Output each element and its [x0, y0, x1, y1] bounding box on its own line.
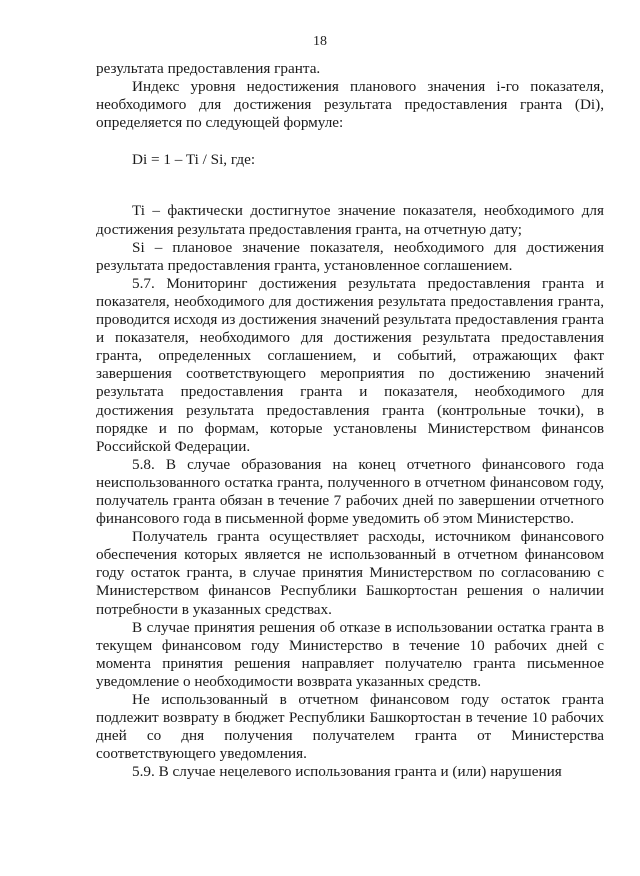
paragraph-return-unused: Не использованный в отчетном финансовом году остаток гранта подлежит возврату в бюджет Республики Башкортостан в течение 10 рабочих дней со дня получения получателем гранта от Министерства соответствующего уведомления. — [96, 691, 604, 763]
spacer — [96, 187, 604, 202]
paragraph-ti-definition: Ti – фактически достигнутое значение показателя, необходимого для достижения результата предоставления гранта, на отчетную дату; — [96, 202, 604, 238]
paragraph-index-definition: Индекс уровня недостижения планового значения i-го показателя, необходимого для достижения результата предоставления гранта (Di), определяется по следующей формуле: — [96, 78, 604, 132]
paragraph-si-definition: Si – плановое значение показателя, необходимого для достижения результата предоставления гранта, установленное соглашением. — [96, 238, 604, 274]
document-body — [96, 60, 604, 781]
paragraph-recipient-expenses: Получатель гранта осуществляет расходы, источником финансового обеспечения которых является не использованный в отчетном финансовом году остаток гранта, в случае принятия Министерством по согласованию с Министерством финансов Республики Башкортостан решения о наличии потребности в указанных средствах. — [96, 528, 604, 618]
paragraph-5-7: 5.7. Мониторинг достижения результата предоставления гранта и показателя, необходимого для достижения результата предоставления гранта, проводится исходя из достижения значений результата предоставления гранта и показателя, необходимого для достижения результата предоставления гранта, определенных соглашением, и событий, отражающих факт завершения соответствующего мероприятия по достижению значений результата предоставления гранта и показателя, необходимого для достижения результата предоставления гранта (контрольные точки), в порядке и по формам, которые установлены Министерством финансов Российской Федерации. — [96, 274, 604, 455]
paragraph-continuation: результата предоставления гранта. — [96, 60, 321, 77]
paragraph-5-8: 5.8. В случае образования на конец отчетного финансового года неиспользованного остатка гранта, полученного в отчетном финансовом году, получатель гранта обязан в течение 7 рабочих дней по завершении отчетного финансового года в письменной форме уведомить об этом Министерство. — [96, 455, 604, 528]
paragraph-5-9: 5.9. В случае нецелевого использования гранта и (или) нарушения — [132, 763, 562, 781]
page-number: 18 — [313, 34, 327, 49]
formula: Di = 1 – Ti / Si, где: — [132, 151, 256, 169]
paragraph-refusal-decision: В случае принятия решения об отказе в использовании остатка гранта в текущем финансовом году Министерство в течение 10 рабочих дней с момента принятия решения направляет получателю гранта письменное уведомление о необходимости возврата указанных средств. — [96, 618, 604, 690]
